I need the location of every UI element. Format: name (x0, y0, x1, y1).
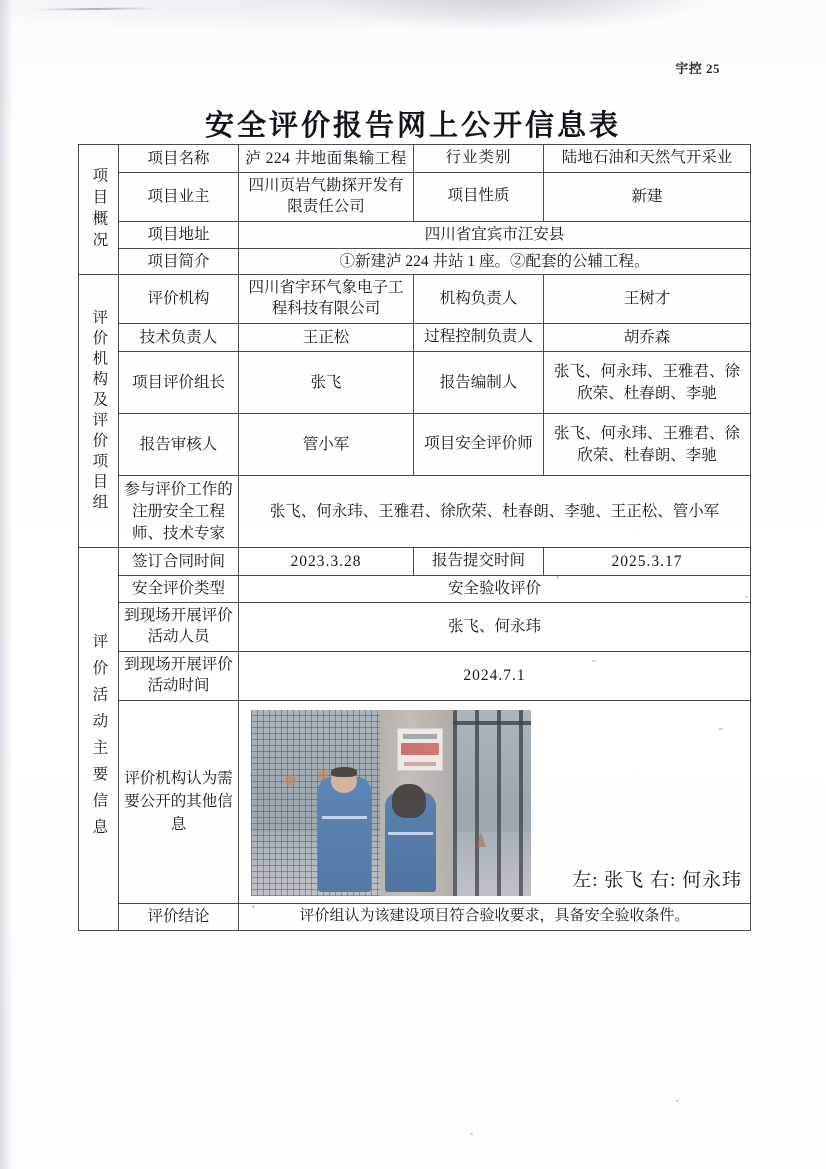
table-row (79, 603, 751, 652)
site-photo-cell (239, 700, 751, 903)
public-information-table (78, 144, 751, 931)
section-label-agency: 评价机构及评价项目组 (79, 275, 119, 548)
value-registered-engineers: 张飞、何永玮、王雅君、徐欣荣、杜春朗、李驰、王正松、管小军 (239, 476, 751, 548)
label-report-reviewer: 报告审核人 (119, 414, 239, 476)
table-row (79, 324, 751, 352)
value-contract-date: 2023.3.28 (239, 548, 414, 576)
label-industry-category: 行业类别 (414, 145, 544, 173)
photo-caption: 左: 张飞 右: 何永玮 (572, 870, 742, 892)
label-technical-head: 技术负责人 (119, 324, 239, 352)
page-left-edge-shadow (0, 0, 13, 1169)
document-code: 宇控 25 (675, 61, 720, 76)
value-process-control-head: 胡乔森 (544, 324, 751, 352)
value-onsite-date: 2024.7.1 (239, 651, 751, 700)
value-project-owner: 四川页岩气勘探开发有限责任公司 (239, 172, 414, 221)
value-assessment-type: 安全验收评价 (239, 576, 751, 603)
label-onsite-date: 到现场开展评价活动时间 (119, 651, 239, 700)
table-row (79, 275, 751, 324)
table-row (79, 576, 751, 603)
value-assessment-agency: 四川省宇环气象电子工程科技有限公司 (239, 275, 414, 324)
table-row (79, 352, 751, 414)
table-row (79, 248, 751, 275)
value-conclusion: 评价组认为该建设项目符合验收要求，具备安全验收条件。 (239, 903, 751, 930)
table-row (79, 651, 751, 700)
label-report-writers: 报告编制人 (414, 352, 544, 414)
section-label-overview: 项目概况 (79, 145, 119, 275)
label-project-name: 项目名称 (119, 145, 239, 173)
label-assessment-type: 安全评价类型 (119, 576, 239, 603)
table-row (79, 903, 751, 930)
label-assessment-agency: 评价机构 (119, 275, 239, 324)
page-top-scan-artifact (36, 7, 156, 10)
label-safety-assessors: 项目安全评价师 (414, 414, 544, 476)
value-safety-assessors: 张飞、何永玮、王雅君、徐欣荣、杜春朗、李驰 (544, 414, 751, 476)
table-row (79, 476, 751, 548)
value-team-leader: 张飞 (239, 352, 414, 414)
table-row (79, 700, 751, 903)
label-process-control-head: 过程控制负责人 (414, 324, 544, 352)
label-registered-engineers: 参与评价工作的注册安全工程师、技术专家 (119, 476, 239, 548)
value-project-brief: ①新建泸 224 井站 1 座。②配套的公辅工程。 (239, 248, 751, 275)
label-project-address: 项目地址 (119, 221, 239, 248)
label-team-leader: 项目评价组长 (119, 352, 239, 414)
value-industry-category: 陆地石油和天然气开采业 (544, 145, 751, 173)
value-agency-head: 王树才 (544, 275, 751, 324)
label-report-submit-date: 报告提交时间 (414, 548, 544, 576)
page-title: 安全评价报告网上公开信息表 (204, 110, 621, 142)
value-report-reviewer: 管小军 (239, 414, 414, 476)
table-row (79, 145, 751, 173)
label-other-public-info (119, 700, 239, 903)
label-contract-date: 签订合同时间 (119, 548, 239, 576)
label-other-public-info-text: 评价机构认为需要公开的其他信息 (124, 769, 233, 834)
value-project-address: 四川省宜宾市江安县 (239, 221, 751, 248)
label-onsite-staff: 到现场开展评价活动人员 (119, 603, 239, 652)
table-row (79, 172, 751, 221)
table-row (79, 414, 751, 476)
section-label-activity: 评价活动主要信息 (79, 548, 119, 930)
value-project-nature: 新建 (544, 172, 751, 221)
label-project-owner: 项目业主 (119, 172, 239, 221)
value-report-writers: 张飞、何永玮、王雅君、徐欣荣、杜春朗、李驰 (544, 352, 751, 414)
label-project-nature: 项目性质 (414, 172, 544, 221)
label-agency-head: 机构负责人 (414, 275, 544, 324)
label-project-brief: 项目简介 (119, 248, 239, 275)
value-technical-head: 王正松 (239, 324, 414, 352)
value-onsite-staff: 张飞、何永玮 (239, 603, 751, 652)
photo-scan-haze (251, 710, 531, 896)
value-project-name: 泸 224 井地面集输工程 (239, 145, 414, 173)
table-row (79, 221, 751, 248)
value-report-submit-date: 2025.3.17 (544, 548, 751, 576)
site-photo (251, 710, 531, 896)
table-row (79, 548, 751, 576)
label-conclusion: 评价结论 (119, 903, 239, 930)
